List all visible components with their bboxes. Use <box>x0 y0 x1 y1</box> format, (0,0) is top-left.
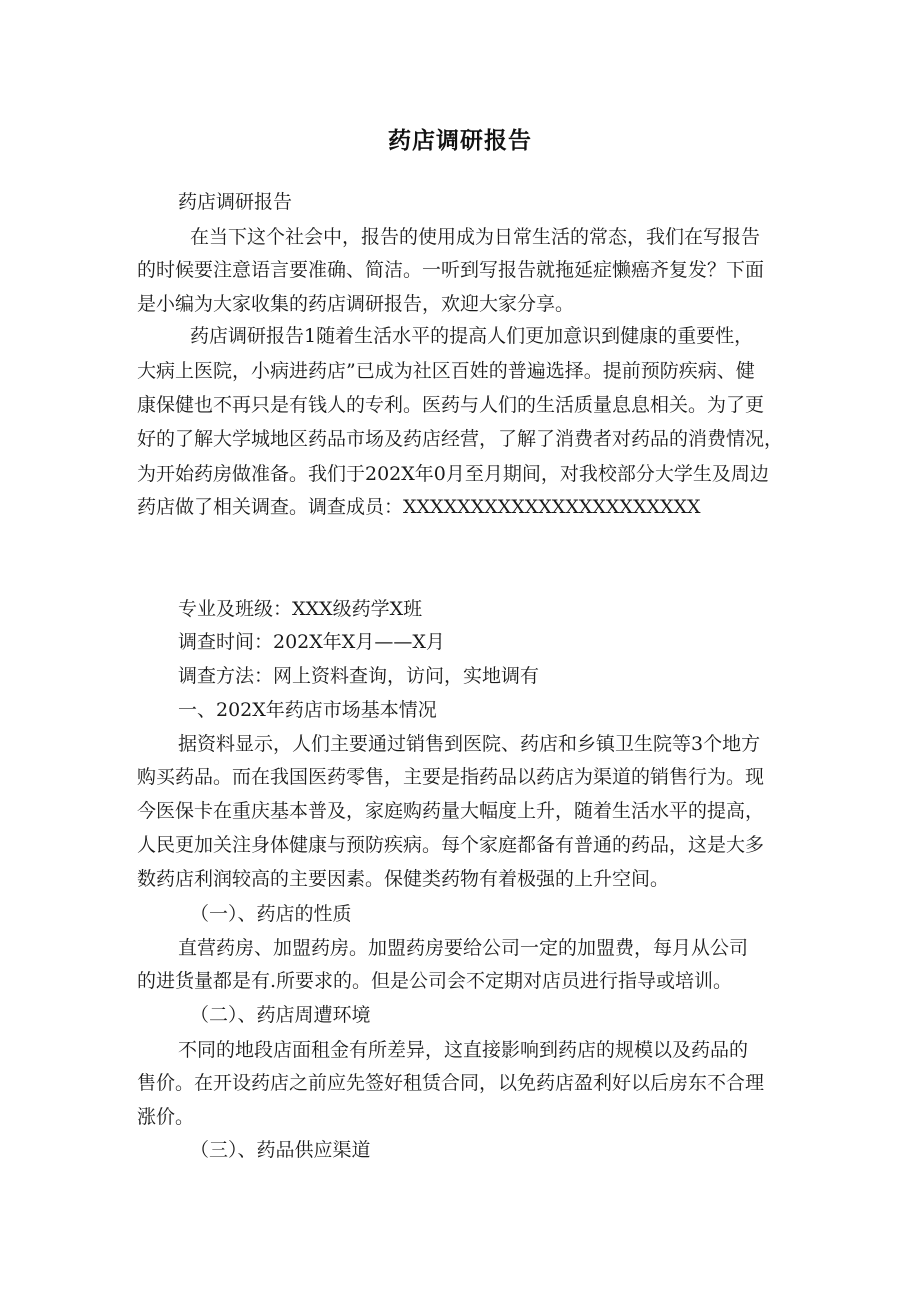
text-line: 据资料显示，人们主要通过销售到医院、药店和乡镇卫生院等3个地方 <box>178 733 761 755</box>
text-line: 的时候要注意语言要准确、简洁。一听到写报告就拖延症懒癌齐复发？下面 <box>137 259 765 281</box>
document-title: 药店调研报告 <box>388 128 532 154</box>
text-line: 药店做了相关调查。调查成员：XXXXXXXXXXXXXXXXXXXXXX <box>137 496 701 518</box>
text-line: 数药店利润较高的主要因素。保健类药物有着极强的上升空间。 <box>137 868 670 890</box>
subsection-heading: （一）、药店的性质 <box>190 903 352 925</box>
text-line: 今医保卡在重庆基本普及，家庭购药量大幅度上升，随着生活水平的提高， <box>137 800 765 822</box>
text-line: 药店调研报告1随着生活水平的提高人们更加意识到健康的重要性， <box>190 325 754 347</box>
subsection-heading: （三）、药品供应渠道 <box>190 1139 371 1161</box>
text-line: 人民更加关注身体健康与预防疾病。每个家庭都备有普通的药品，这是大多 <box>137 834 765 856</box>
subsection-heading: （二）、药店周遭环境 <box>190 1004 371 1026</box>
text-line: 专业及班级：XXX级药学X班 <box>178 598 423 620</box>
text-line: 好的了解大学城地区药品市场及药店经营，了解了消费者对药品的消费情况， <box>137 428 784 450</box>
text-line: 直营药房、加盟药房。加盟药房要给公司一定的加盟费，每月从公司 <box>178 937 749 959</box>
text-line: 康保健也不再只是有钱人的专利。医药与人们的生活质量息息相关。为了更 <box>137 394 765 416</box>
text-line: 是小编为大家收集的药店调研报告，欢迎大家分享。 <box>137 293 575 315</box>
text-line: 药店调研报告 <box>178 191 293 213</box>
text-line: 调查方法：网上资料查询，访问，实地调有 <box>178 665 540 687</box>
section-heading: 一、202X年药店市场基本情况 <box>178 699 437 721</box>
text-line: 购买药品。而在我国医药零售，主要是指药品以药店为渠道的销售行为。现 <box>137 766 765 788</box>
text-line: 大病上医院，小病进药店”已成为社区百姓的普遍选择。提前预防疾病、健 <box>137 360 755 382</box>
text-line: 涨价。 <box>137 1106 195 1128</box>
text-line: 在当下这个社会中，报告的使用成为日常生活的常态，我们在写报告 <box>190 226 761 248</box>
text-line: 售价。在开设药店之前应先签好租赁合同，以免药店盈利好以后房东不合理 <box>137 1072 765 1094</box>
text-line: 不同的地段店面租金有所差异，这直接影响到药店的规模以及药品的 <box>178 1039 749 1061</box>
text-line: 为开始药房做准备。我们于202X年0月至月期间，对我校部分大学生及周边 <box>137 463 769 485</box>
text-line: 调查时间：202X年X月——X月 <box>178 631 445 653</box>
text-line: 的进货量都是有.所要求的。但是公司会不定期对店员进行指导或培训。 <box>137 970 733 992</box>
